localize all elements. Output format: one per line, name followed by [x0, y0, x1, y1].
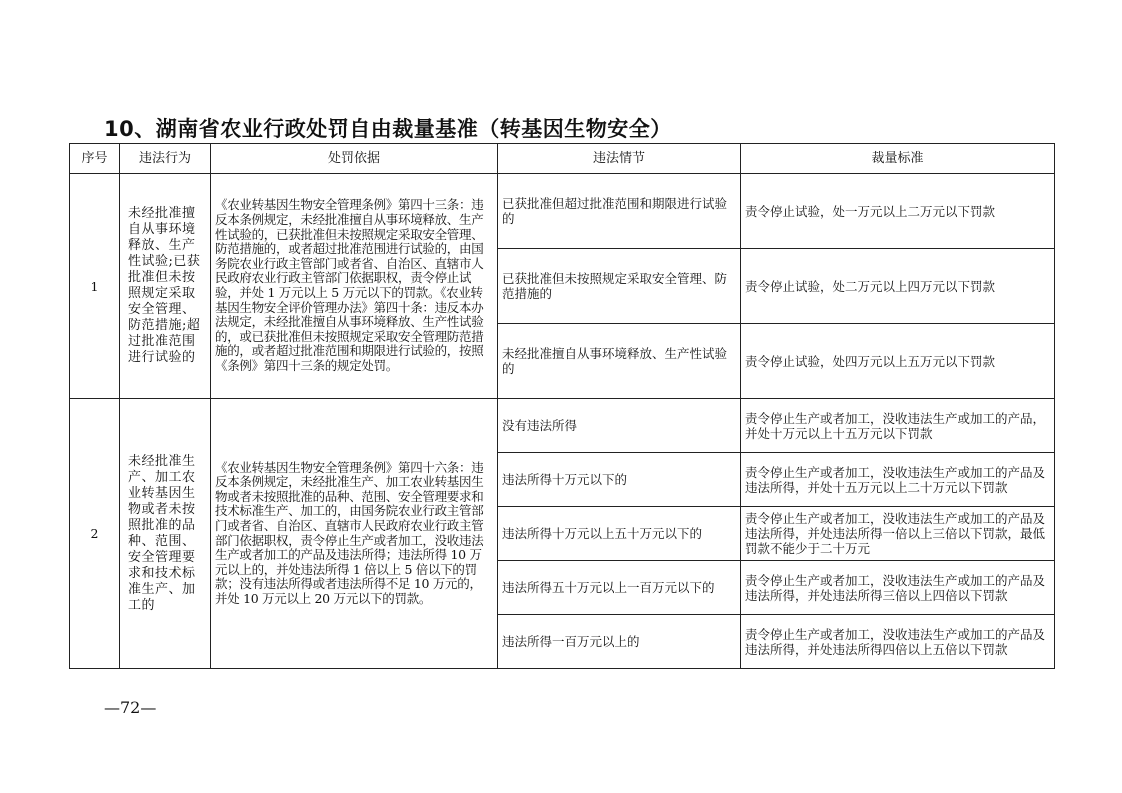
violation-situation: 违法所得十万元以下的	[498, 453, 741, 507]
discretion-standard: 责令停止生产或者加工，没收违法生产或加工的产品及违法所得，并处十五万元以上二十万元以下罚款	[741, 453, 1055, 507]
penalty-basis: 《农业转基因生物安全管理条例》第四十三条：违反本条例规定，未经批准擅自从事环境释放、生产性试验的，已获批准但未按照规定采取安全管理、防范措施的，或者超过批准范围进行试验的，由国务院农业行政主管部门或者省、自治区、直辖市人民政府农业行政主管部门依据职权，责令停止试验，并处 1 万元以上 5 万元以下的罚款。《农业转基因生物安全评价管理办法》第四十条：违反本办法规定，未经批准擅自从事环境释放、生产性试验的，或已获批准但未按照规定采取安全管理防范措施的，或者超过批准范围和期限进行试验的，按照《条例》第四十三条的规定处罚。	[211, 174, 498, 399]
table-row	[70, 174, 1055, 249]
violation-situation: 违法所得五十万元以上一百万元以下的	[498, 561, 741, 615]
header-act: 违法行为	[120, 144, 211, 174]
violation-act: 未经批准生产、加工农业转基因生物或者未按照批准的品种、范围、安全管理要求和技术标准生产、加工的	[120, 399, 211, 669]
row-number: 2	[70, 399, 120, 669]
row-number: 1	[70, 174, 120, 399]
header-basis: 处罚依据	[211, 144, 498, 174]
discretion-standard: 责令停止生产或者加工，没收违法生产或加工的产品及违法所得，并处违法所得四倍以上五倍以下罚款	[741, 615, 1055, 669]
discretion-standard: 责令停止试验，处二万元以上四万元以下罚款	[741, 249, 1055, 324]
discretion-standard: 责令停止生产或者加工，没收违法生产或加工的产品及违法所得，并处违法所得三倍以上四倍以下罚款	[741, 561, 1055, 615]
violation-situation: 未经批准擅自从事环境释放、生产性试验的	[498, 324, 741, 399]
header-situation: 违法情节	[498, 144, 741, 174]
discretion-standard: 责令停止生产或者加工，没收违法生产或加工的产品，并处十万元以上十五万元以下罚款	[741, 399, 1055, 453]
violation-situation: 没有违法所得	[498, 399, 741, 453]
violation-act: 未经批准擅自从事环境释放、生产性试验;已获批准但未按照规定采取安全管理、防范措施;超过批准范围进行试验的	[120, 174, 211, 399]
discretion-standard: 责令停止试验，处四万元以上五万元以下罚款	[741, 324, 1055, 399]
page-number: —72—	[104, 698, 157, 717]
violation-situation: 已获批准但未按照规定采取安全管理、防范措施的	[498, 249, 741, 324]
header-standard: 裁量标准	[741, 144, 1055, 174]
discretion-standard: 责令停止试验，处一万元以上二万元以下罚款	[741, 174, 1055, 249]
table-header-row	[70, 144, 1055, 174]
penalty-basis: 《农业转基因生物安全管理条例》第四十六条：违反本条例规定，未经批准生产、加工农业转基因生物或者未按照批准的品种、范围、安全管理要求和技术标准生产、加工的，由国务院农业行政主管部门或者省、自治区、直辖市人民政府农业行政主管部门依据职权，责令停止生产或者加工，没收违法生产或者加工的产品及违法所得；违法所得 10 万元以上的，并处违法所得 1 倍以上 5 倍以下的罚款；没有违法所得或者违法所得不足 10 万元的，并处 10 万元以上 20 万元以下的罚款。	[211, 399, 498, 669]
table-row	[70, 399, 1055, 453]
document-title: 10、湖南省农业行政处罚自由裁量基准（转基因生物安全）	[104, 117, 672, 141]
header-no: 序号	[70, 144, 120, 174]
penalty-standard-table	[69, 143, 1055, 669]
violation-situation: 违法所得一百万元以上的	[498, 615, 741, 669]
discretion-standard: 责令停止生产或者加工，没收违法生产或加工的产品及违法所得，并处违法所得一倍以上三倍以下罚款，最低罚款不能少于二十万元	[741, 507, 1055, 561]
violation-situation: 违法所得十万元以上五十万元以下的	[498, 507, 741, 561]
violation-situation: 已获批准但超过批准范围和期限进行试验的	[498, 174, 741, 249]
